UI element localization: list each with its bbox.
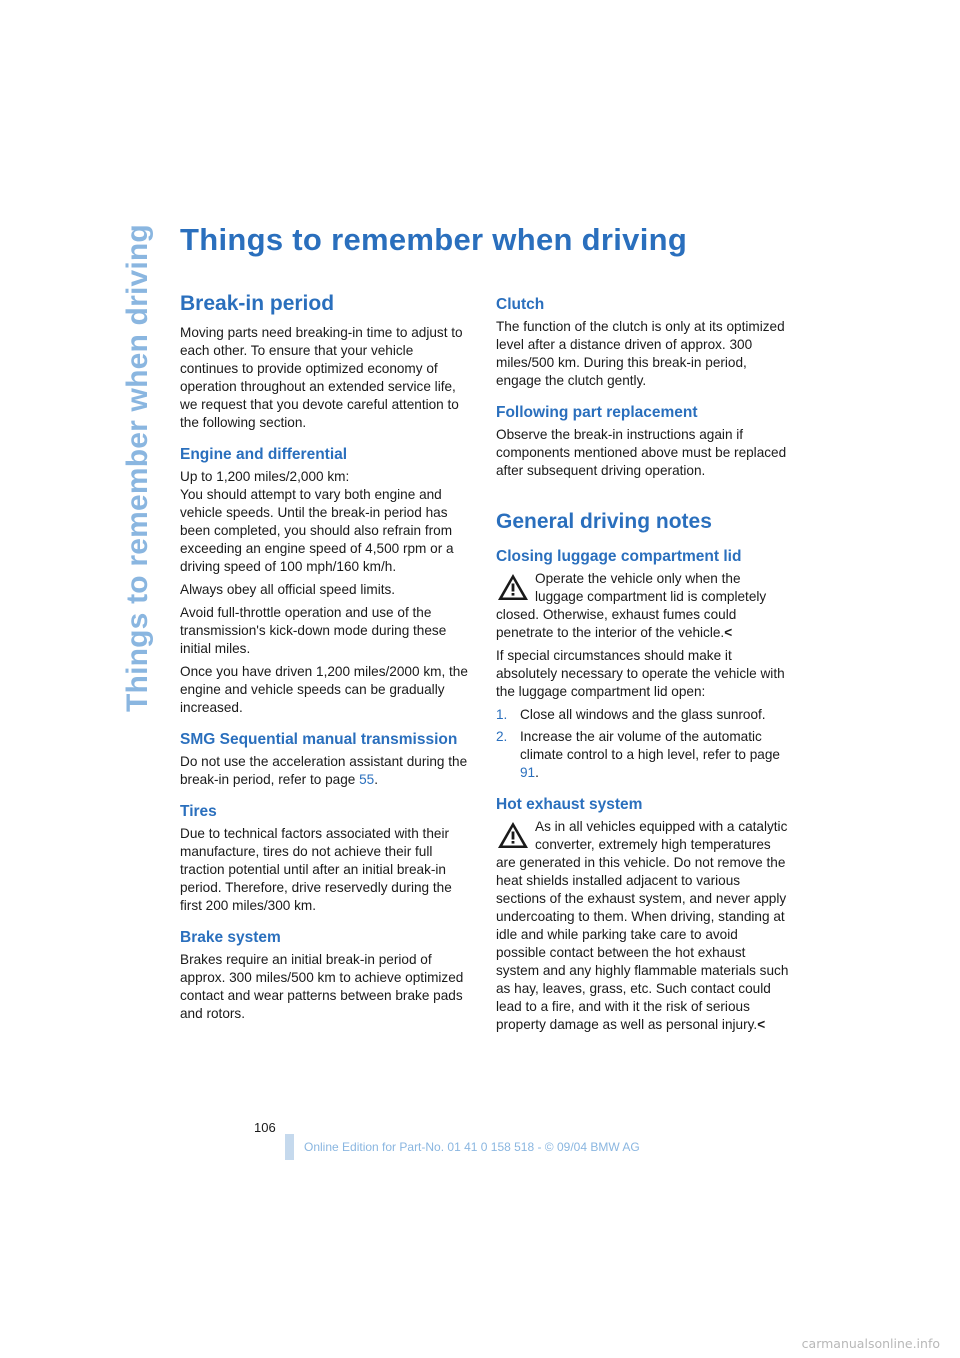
- end-mark: <: [724, 625, 733, 640]
- side-tab: [118, 224, 158, 712]
- breakin-text: Moving parts need breaking-in time to adjust to each other. To ensure that your vehicle continues to provide optimized economy of operation throughout an extended service life, we request that you devote careful attention to the following section.: [180, 325, 463, 430]
- breakin-heading: Break-in period: [180, 292, 335, 315]
- right-column: [496, 292, 790, 1039]
- engine-text-5: Once you have driven 1,200 miles/2000 km, the engine and vehicle speeds can be gradually increased.: [180, 664, 468, 715]
- steps-list: [496, 706, 790, 782]
- page-title: Things to remember when driving: [180, 222, 688, 257]
- smg-text-post: .: [374, 772, 378, 787]
- engine-text-4: Avoid full-throttle operation and use of the transmission's kick-down mode during these initial miles.: [180, 605, 447, 656]
- page-ref-link[interactable]: 55: [359, 772, 375, 787]
- engine-text-3: Always obey all official speed limits.: [180, 582, 396, 597]
- edition-note: Online Edition for Part-No. 01 41 0 158 518 - © 09/04 BMW AG: [304, 1140, 640, 1154]
- list-text: Close all windows and the glass sunroof.: [520, 707, 766, 722]
- clutch-heading: Clutch: [496, 296, 545, 313]
- list-number: 2.: [496, 729, 508, 744]
- general-heading: General driving notes: [496, 510, 712, 533]
- brake-text: Brakes require an initial break-in period of approx. 300 miles/500 km to achieve optimized contact and wear patterns between brake pads and rotors.: [180, 952, 464, 1021]
- luggage-heading: Closing luggage compartment lid: [496, 548, 742, 565]
- page-ref-link[interactable]: 91: [520, 765, 536, 780]
- exhaust-warning: [496, 818, 790, 1034]
- warning-triangle-icon: [496, 572, 530, 602]
- list-item: [496, 706, 790, 724]
- left-column: [180, 292, 474, 1028]
- smg-text-pre: Do not use the acceleration assistant during the break-in period, refer to page: [180, 754, 468, 787]
- engine-text-1: Up to 1,200 miles/2,000 km:: [180, 469, 350, 484]
- tires-heading: Tires: [180, 803, 217, 820]
- list-text-post: .: [535, 765, 539, 780]
- replacement-heading: Following part replacement: [496, 404, 698, 421]
- list-number: 1.: [496, 707, 508, 722]
- exhaust-heading: Hot exhaust system: [496, 796, 643, 813]
- side-tab-label: Things to remember when driving: [121, 224, 154, 712]
- tires-text: Due to technical factors associated with their manufacture, tires do not achieve their full traction potential until after an initial break-in period. Therefore, drive reservedly during the first 200 miles/300 km.: [180, 826, 452, 913]
- luggage-warning-text: Operate the vehicle only when the luggage compartment lid is completely closed. Otherwise, exhaust fumes could penetrate to the interior of the vehicle.: [496, 571, 767, 640]
- smg-text: [180, 753, 474, 789]
- brake-heading: Brake system: [180, 929, 281, 946]
- warning-triangle-icon: [496, 820, 530, 850]
- luggage-warning: [496, 570, 790, 642]
- replacement-text: Observe the break-in instructions again if components mentioned above must be replaced after subsequent driving operation.: [496, 427, 787, 478]
- smg-heading: SMG Sequential manual transmission: [180, 731, 458, 748]
- page-number: 106: [254, 1120, 276, 1135]
- watermark: carmanualsonline.info: [801, 1336, 940, 1351]
- end-mark: <: [757, 1017, 766, 1032]
- engine-text-2: You should attempt to vary both engine and vehicle speeds. Until the break-in period has been completed, you should also refrain from exceeding an engine speed of 4,500 rpm or a driving speed of 100 mph/160 km/h.: [180, 487, 454, 574]
- clutch-text: The function of the clutch is only at its optimized level after a distance driven of approx. 300 miles/500 km. During this break-in period, engage the clutch gently.: [496, 319, 785, 388]
- engine-heading: Engine and differential: [180, 446, 348, 463]
- footer-bar: [285, 1134, 294, 1160]
- luggage-text: If special circumstances should make it absolutely necessary to operate the vehicle with the luggage compartment lid open:: [496, 648, 785, 699]
- list-item: [496, 728, 790, 782]
- list-text: Increase the air volume of the automatic climate control to a high level, refer to page: [520, 729, 780, 762]
- exhaust-warning-text: As in all vehicles equipped with a catalytic converter, extremely high temperatures are generated in this vehicle. Do not remove the heat shields installed adjacent to various sections of the exhaust system, and never apply undercoating to them. When driving, standing at idle and while parking take care to avoid possible contact between the hot exhaust system and any highly flammable materials such as hay, leaves, grass, etc. Such contact could lead to a fire, and with it the risk of serious property damage as well as personal injury.: [496, 819, 789, 1032]
